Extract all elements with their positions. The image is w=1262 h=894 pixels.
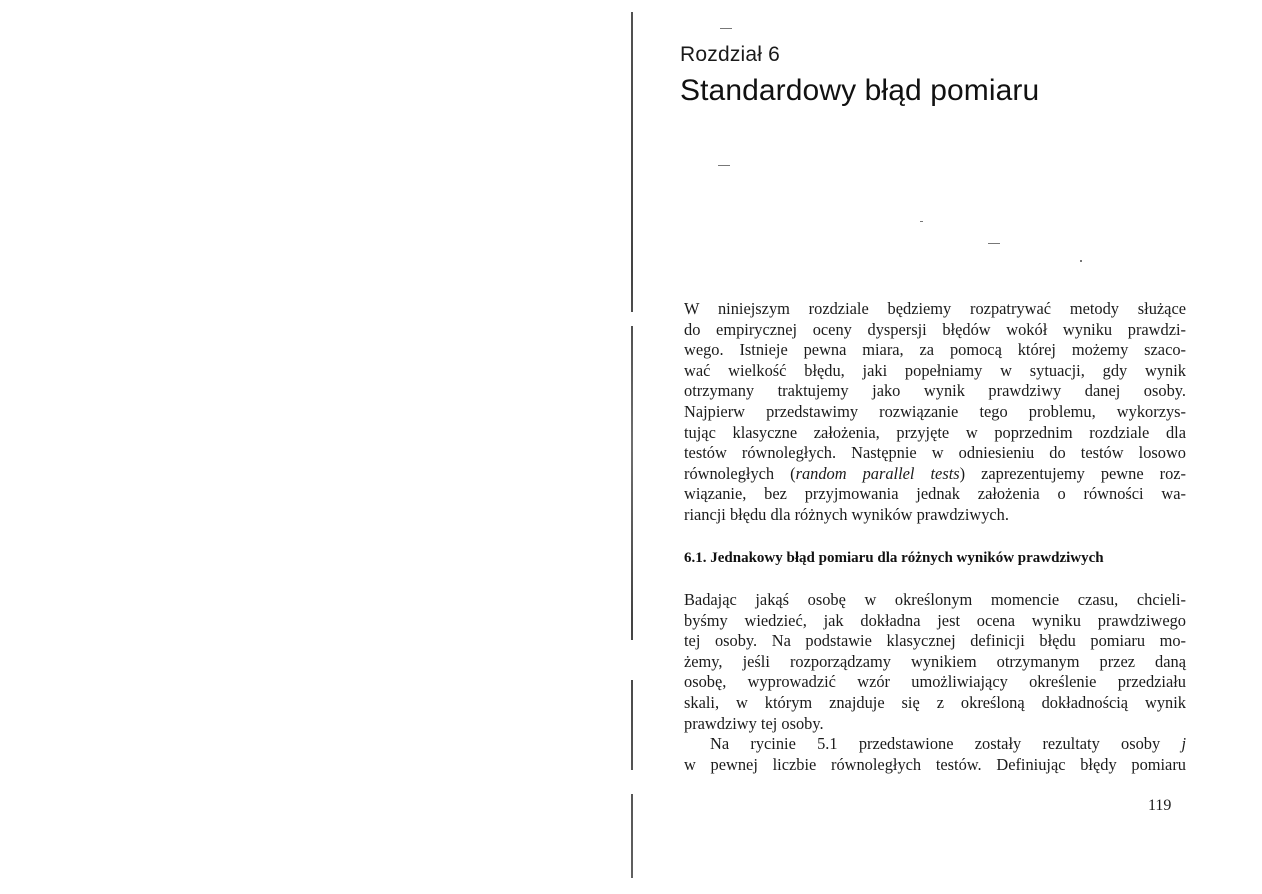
text-line: wać wielkość błędu, jaki popełniamy w sytuacji, gdy wynik	[684, 360, 1186, 380]
section-heading: 6.1. Jednakowy błąd pomiaru dla różnych wyników prawdziwych	[684, 550, 1104, 566]
section-paragraph	[684, 590, 1186, 775]
italic-term: random parallel tests	[795, 463, 960, 483]
text-line: do empirycznej oceny dyspersji błędów wokół wyniku prawdzi-	[684, 319, 1186, 339]
text-line: Badając jakąś osobę w określonym momencie czasu, chcieli-	[684, 590, 1186, 609]
text-line-with-italic-variable: Na rycinie 5.1 przedstawione zostały rezultaty osoby j	[710, 734, 1186, 754]
gutter-gap	[630, 640, 634, 680]
gutter-gap	[630, 770, 634, 794]
text-line: W niniejszym rozdziale będziemy rozpatrywać metody służące	[684, 299, 1186, 318]
text-line: Najpierw przedstawimy rozwiązanie tego problemu, wykorzys-	[684, 401, 1186, 421]
text-line: testów równoległych. Następnie w odniesieniu do testów losowo	[684, 443, 1186, 463]
text-line: osobę, wyprowadzić wzór umożliwiający określenie przedziału	[684, 672, 1186, 692]
intro-paragraph	[684, 299, 1186, 526]
text-line: wego. Istnieje pewna miara, za pomocą której możemy szaco-	[684, 340, 1186, 360]
text-line: tej osoby. Na podstawie klasycznej definicji błędu pomiaru mo-	[684, 631, 1186, 651]
binding-gutter-line	[631, 12, 633, 878]
text-line: żemy, jeśli rozporządzamy wynikiem otrzymanym przez daną	[684, 651, 1186, 671]
scan-speck	[718, 165, 730, 166]
scan-speck	[1080, 260, 1082, 262]
text-line: riancji błędu dla różnych wyników prawdziwych.	[684, 504, 1009, 524]
gutter-gap	[630, 312, 634, 326]
text-line: wiązanie, bez przyjmowania jednak założenia o równości wa-	[684, 484, 1186, 504]
text-line-with-italic: równoległych (random parallel tests) zaprezentujemy pewne roz-	[684, 463, 1187, 483]
text-line: prawdziwy tej osoby.	[684, 713, 824, 733]
text-line: otrzymany traktujemy jako wynik prawdziwy danej osoby.	[684, 381, 1186, 401]
text-line: byśmy wiedzieć, jak dokładna jest ocena wyniku prawdziwego	[684, 610, 1186, 630]
text-line: w pewnej liczbie równoległych testów. Definiując błędy pomiaru	[684, 754, 1186, 774]
page-number: 119	[1148, 797, 1172, 814]
chapter-number: Rozdział 6	[680, 43, 781, 66]
italic-term: j	[1181, 734, 1186, 754]
scan-speck	[920, 221, 923, 222]
text-line: skali, w którym znajduje się z określoną dokładnością wynik	[684, 692, 1186, 712]
text-line: tując klasyczne założenia, przyjęte w poprzednim rozdziale dla	[684, 422, 1186, 442]
chapter-title: Standardowy błąd pomiaru	[680, 74, 1040, 107]
scan-speck	[988, 243, 1000, 244]
scan-speck	[720, 28, 732, 29]
